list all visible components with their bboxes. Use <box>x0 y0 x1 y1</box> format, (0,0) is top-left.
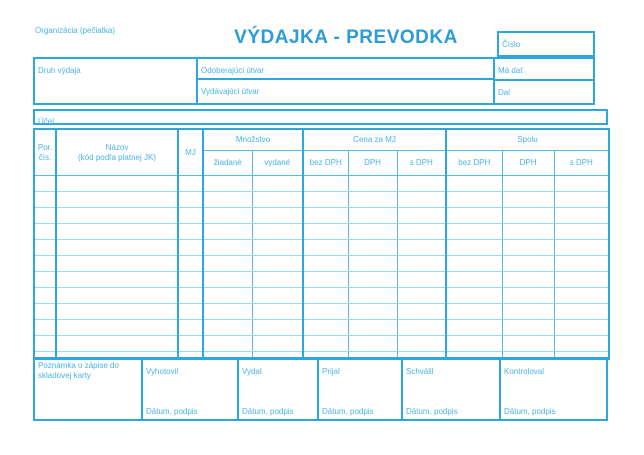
col-header-cena-bez-dph: bez DPH <box>303 151 348 176</box>
table-cell <box>446 288 502 304</box>
table-cell <box>252 240 303 256</box>
table-cell <box>554 256 609 272</box>
table-cell <box>303 176 348 192</box>
table-cell <box>34 288 56 304</box>
por-line1: Por. <box>37 142 53 152</box>
table-cell <box>252 176 303 192</box>
table-cell <box>446 304 502 320</box>
odoberajuci-utvar-box <box>198 59 493 80</box>
table-cell <box>252 320 303 336</box>
footer-box-vyhotovil <box>141 359 237 419</box>
table-cell <box>397 256 446 272</box>
kontroloval-label: Kontroloval <box>504 367 545 376</box>
ma-dat-label: Má dať <box>498 66 524 75</box>
poznamka-label: Poznámka o zápise do skladovej karty <box>38 361 119 380</box>
table-cell <box>178 304 203 320</box>
table-cell <box>252 288 303 304</box>
col-header-spolu-s-dph: s DPH <box>554 151 609 176</box>
schvalil-label: Schválil <box>406 367 434 376</box>
document-number-label: Číslo <box>502 40 521 49</box>
table-cell <box>397 224 446 240</box>
table-cell <box>554 304 609 320</box>
table-row <box>34 176 609 192</box>
table-cell <box>178 336 203 352</box>
table-cell <box>252 272 303 288</box>
table-cell <box>446 224 502 240</box>
table-cell <box>303 192 348 208</box>
table-cell <box>554 208 609 224</box>
col-header-mj: MJ <box>178 129 203 176</box>
kontroloval-datum-podpis-label: Dátum, podpis <box>504 407 556 416</box>
table-cell <box>56 224 178 240</box>
footer-box-poznamka <box>35 359 141 419</box>
table-row <box>34 336 609 352</box>
table-cell <box>446 192 502 208</box>
table-cell <box>446 256 502 272</box>
table-cell <box>34 272 56 288</box>
table-cell <box>502 208 554 224</box>
table-cell <box>303 304 348 320</box>
table-cell <box>56 272 178 288</box>
table-row <box>34 272 609 288</box>
table-cell <box>203 208 252 224</box>
table-cell <box>397 176 446 192</box>
table-cell <box>178 192 203 208</box>
table-cell <box>34 208 56 224</box>
table-cell <box>56 336 178 352</box>
vydal-datum-podpis-label: Dátum, podpis <box>242 407 294 416</box>
por-line2: čís. <box>38 152 52 162</box>
table-cell <box>502 192 554 208</box>
table-cell <box>446 272 502 288</box>
table-cell <box>397 320 446 336</box>
table-cell <box>178 208 203 224</box>
table-cell <box>502 256 554 272</box>
table-cell <box>203 288 252 304</box>
col-header-nazov <box>56 129 178 176</box>
vydavajuci-utvar-box <box>198 80 493 103</box>
odoberajuci-utvar-label: Odoberajúci útvar <box>201 66 265 75</box>
table-cell <box>178 240 203 256</box>
col-header-vydane: vydané <box>252 151 303 176</box>
col-header-spolu-dph: DPH <box>502 151 554 176</box>
table-cell <box>348 288 397 304</box>
table-cell <box>502 240 554 256</box>
table-cell <box>34 240 56 256</box>
col-header-cena-dph: DPH <box>348 151 397 176</box>
vyhotovil-label: Vyhotovil <box>146 367 179 376</box>
footer-box-kontroloval <box>499 359 606 419</box>
table-cell <box>252 208 303 224</box>
table-cell <box>203 192 252 208</box>
ucel-box <box>33 109 608 125</box>
footer-box-vydal <box>237 359 317 419</box>
dal-label: Dal <box>498 88 511 97</box>
col-header-por-cis <box>34 129 56 176</box>
table-cell <box>178 272 203 288</box>
table-row <box>34 320 609 336</box>
schvalil-datum-podpis-label: Dátum, podpis <box>406 407 458 416</box>
table-cell <box>252 192 303 208</box>
table-cell <box>348 192 397 208</box>
table-cell <box>203 224 252 240</box>
table-row <box>34 256 609 272</box>
table-cell <box>554 176 609 192</box>
table-cell <box>446 176 502 192</box>
table-cell <box>34 336 56 352</box>
table-cell <box>397 192 446 208</box>
table-cell <box>303 272 348 288</box>
table-cell <box>56 320 178 336</box>
table-cell <box>502 336 554 352</box>
table-cell <box>34 256 56 272</box>
table-cell <box>446 320 502 336</box>
info-band <box>33 57 595 105</box>
table-cell <box>56 192 178 208</box>
table-cell <box>348 224 397 240</box>
table-cell <box>303 336 348 352</box>
table-row <box>34 240 609 256</box>
table-cell <box>34 304 56 320</box>
table-cell <box>348 208 397 224</box>
table-cell <box>252 336 303 352</box>
table-cell <box>178 224 203 240</box>
table-cell <box>348 304 397 320</box>
items-table-header <box>34 129 609 176</box>
table-cell <box>34 176 56 192</box>
table-cell <box>252 304 303 320</box>
table-cell <box>203 240 252 256</box>
table-cell <box>502 320 554 336</box>
table-cell <box>56 256 178 272</box>
vyhotovil-datum-podpis-label: Dátum, podpis <box>146 407 198 416</box>
table-cell <box>34 192 56 208</box>
table-cell <box>56 208 178 224</box>
vydal-label: Vydal <box>242 367 262 376</box>
table-cell <box>178 320 203 336</box>
table-row <box>34 192 609 208</box>
table-cell <box>502 224 554 240</box>
druh-vydaja-box <box>35 59 196 103</box>
table-cell <box>348 176 397 192</box>
table-cell <box>397 240 446 256</box>
account-boxes <box>495 59 593 103</box>
utvar-boxes <box>196 59 495 103</box>
table-cell <box>554 288 609 304</box>
table-cell <box>446 240 502 256</box>
table-cell <box>397 336 446 352</box>
table-cell <box>34 320 56 336</box>
table-cell <box>397 272 446 288</box>
table-cell <box>397 208 446 224</box>
table-cell <box>397 288 446 304</box>
table-cell <box>303 224 348 240</box>
vydavajuci-utvar-label: Vydávajúci útvar <box>201 87 260 96</box>
form-title: VÝDAJKA - PREVODKA <box>234 27 458 48</box>
table-cell <box>303 240 348 256</box>
footer-box-prijal <box>317 359 401 419</box>
table-cell <box>203 336 252 352</box>
table-cell <box>56 176 178 192</box>
col-header-ziadane: žiadané <box>203 151 252 176</box>
table-cell <box>303 256 348 272</box>
col-group-mnozstvo: Množstvo <box>203 129 303 151</box>
table-cell <box>554 320 609 336</box>
table-cell <box>502 288 554 304</box>
items-table-body <box>34 176 609 360</box>
druh-vydaja-label: Druh výdaja <box>38 66 81 75</box>
table-cell <box>56 304 178 320</box>
table-cell <box>348 320 397 336</box>
nazov-line2: (kód podľa platnej JK) <box>78 152 156 162</box>
organization-stamp-label: Organizácia (pečiatka) <box>35 26 116 35</box>
table-cell <box>178 288 203 304</box>
table-cell <box>348 272 397 288</box>
table-cell <box>56 240 178 256</box>
table-cell <box>397 304 446 320</box>
table-cell <box>203 176 252 192</box>
table-cell <box>502 176 554 192</box>
table-cell <box>252 224 303 240</box>
table-row <box>34 304 609 320</box>
table-row <box>34 208 609 224</box>
table-row <box>34 224 609 240</box>
footer-box-schvalil <box>401 359 499 419</box>
table-cell <box>252 256 303 272</box>
col-header-spolu-bez-dph: bez DPH <box>446 151 502 176</box>
table-cell <box>203 304 252 320</box>
table-cell <box>303 288 348 304</box>
prijal-datum-podpis-label: Dátum, podpis <box>322 407 374 416</box>
nazov-line1: Názov <box>105 142 129 152</box>
ucel-label: Účel <box>38 117 55 126</box>
table-cell <box>502 304 554 320</box>
prijal-label: Prijal <box>322 367 340 376</box>
table-cell <box>203 320 252 336</box>
table-cell <box>178 176 203 192</box>
table-cell <box>554 336 609 352</box>
table-cell <box>446 208 502 224</box>
table-cell <box>56 288 178 304</box>
table-row <box>34 288 609 304</box>
col-group-cena-za-mj: Cena za MJ <box>303 129 446 151</box>
table-cell <box>303 320 348 336</box>
table-cell <box>178 256 203 272</box>
items-table <box>33 128 610 360</box>
dal-box <box>495 81 593 103</box>
table-cell <box>554 272 609 288</box>
table-cell <box>446 336 502 352</box>
table-cell <box>348 256 397 272</box>
table-cell <box>554 240 609 256</box>
table-cell <box>348 240 397 256</box>
table-cell <box>554 224 609 240</box>
col-header-cena-s-dph: s DPH <box>397 151 446 176</box>
signature-footer <box>33 357 608 421</box>
ma-dat-box <box>495 59 593 81</box>
table-cell <box>348 336 397 352</box>
document-number-box <box>497 31 595 57</box>
col-group-spolu: Spolu <box>446 129 609 151</box>
table-cell <box>502 272 554 288</box>
table-cell <box>203 256 252 272</box>
table-cell <box>303 208 348 224</box>
table-cell <box>554 192 609 208</box>
table-cell <box>203 272 252 288</box>
table-cell <box>34 224 56 240</box>
